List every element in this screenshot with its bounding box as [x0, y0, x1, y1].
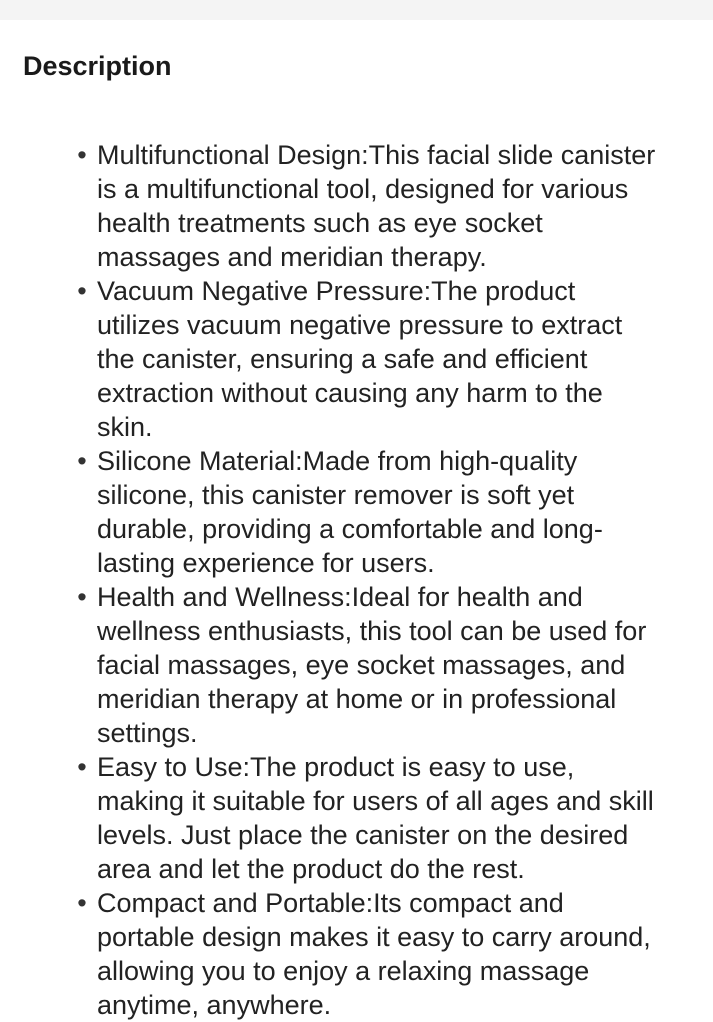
bullet-icon: •	[77, 140, 87, 170]
bullet-icon: •	[77, 582, 87, 612]
list-item-text: Silicone Material:Made from high-quality silicone, this canister remover is soft yet durable, providing a comfortable and long-lasting experience for users.	[97, 446, 603, 578]
list-item-text: Vacuum Negative Pressure:The product utilizes vacuum negative pressure to extract the canister, ensuring a safe and efficient extraction without causing any harm to the skin.	[97, 276, 623, 442]
list-item	[77, 886, 657, 1022]
list-item	[77, 444, 657, 580]
list-item-text: Compact and Portable:Its compact and portable design makes it easy to carry around, allowing you to enjoy a relaxing massage anytime, anywhere.	[97, 888, 651, 1020]
list-item	[77, 274, 657, 444]
bullet-icon: •	[77, 276, 87, 306]
bullet-icon: •	[77, 888, 87, 918]
list-item	[77, 580, 657, 750]
list-item-text: Health and Wellness:Ideal for health and wellness enthusiasts, this tool can be used for facial massages, eye socket massages, and meridian therapy at home or in professional settings.	[97, 582, 647, 748]
list-item-text: Easy to Use:The product is easy to use, making it suitable for users of all ages and skill levels. Just place the canister on the desired area and let the product do the rest.	[97, 752, 654, 884]
bullet-icon: •	[77, 446, 87, 476]
bullet-icon: •	[77, 752, 87, 782]
section-title: Description	[23, 51, 172, 81]
list-item	[77, 138, 657, 274]
top-bar	[0, 0, 713, 20]
list-item-text: Multifunctional Design:This facial slide canister is a multifunctional tool, designed for various health treatments such as eye socket massages and meridian therapy.	[97, 140, 656, 272]
list-item	[77, 750, 657, 886]
description-list	[77, 138, 657, 1022]
